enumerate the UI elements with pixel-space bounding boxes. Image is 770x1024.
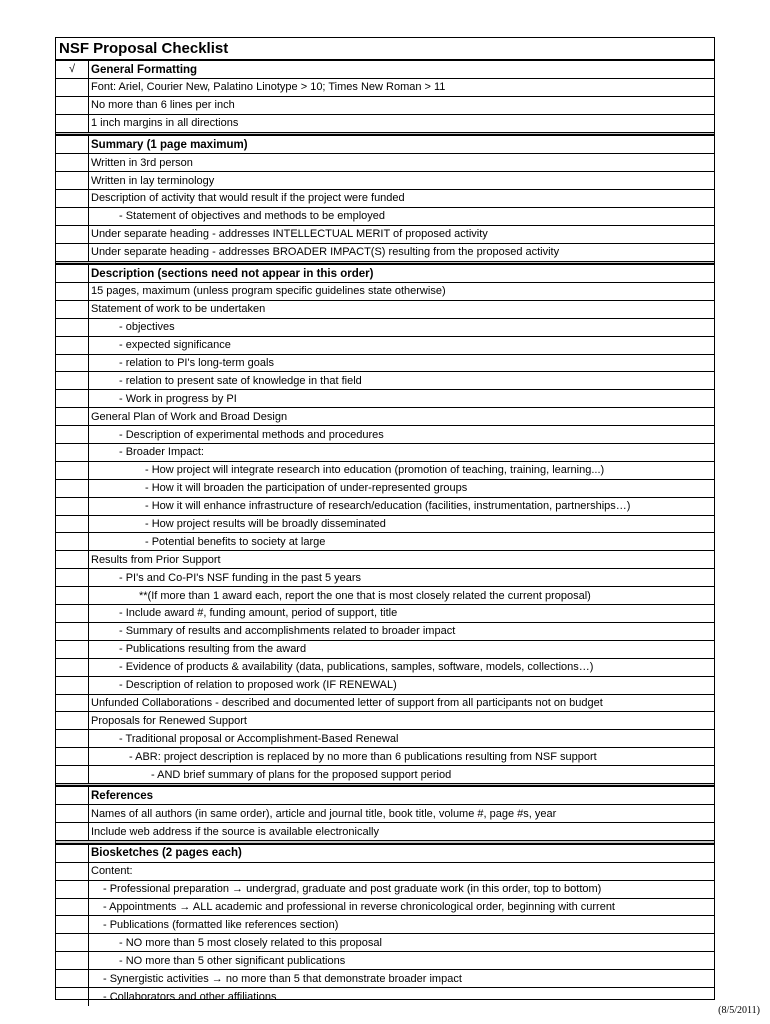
checkbox-cell[interactable] <box>56 787 89 804</box>
checkbox-cell[interactable] <box>56 551 89 568</box>
checkbox-cell[interactable] <box>56 899 89 916</box>
checkbox-cell[interactable] <box>56 337 89 354</box>
item-text: - Appointments → ALL academic and professional in reverse chronicological order, beginning with current <box>103 900 615 913</box>
checkbox-cell[interactable] <box>56 845 89 862</box>
page-title: NSF Proposal Checklist <box>56 38 714 60</box>
checkbox-cell[interactable] <box>56 172 89 189</box>
checkbox-cell[interactable] <box>56 265 89 282</box>
item-text: Unfunded Collaborations - described and documented letter of support from all participants not on budget <box>91 696 603 709</box>
checkbox-cell[interactable] <box>56 283 89 300</box>
item-text: - relation to present sate of knowledge in that field <box>119 374 362 387</box>
checklist-item <box>56 899 714 917</box>
checklist-item <box>56 677 714 695</box>
checkbox-cell[interactable] <box>56 587 89 604</box>
checklist-item <box>56 462 714 480</box>
checkbox-cell[interactable] <box>56 916 89 933</box>
section-title: General Formatting <box>91 63 198 76</box>
item-text: - Publications (formatted like references section) <box>103 918 339 931</box>
checklist-item <box>56 408 714 426</box>
item-text: Content: <box>91 865 133 878</box>
checklist-item <box>56 641 714 659</box>
section-header <box>56 786 714 805</box>
section-title: References <box>91 789 154 802</box>
checklist-item <box>56 533 714 551</box>
item-text: - Broader Impact: <box>119 446 204 459</box>
checklist-item <box>56 712 714 730</box>
checklist-sheet <box>55 37 715 1003</box>
checkbox-cell[interactable] <box>56 970 89 987</box>
checkbox-cell[interactable] <box>56 408 89 425</box>
item-text: Written in lay terminology <box>91 174 215 187</box>
checklist-item <box>56 498 714 516</box>
checkbox-cell[interactable]: √ <box>56 61 89 78</box>
checklist-item <box>56 97 714 115</box>
checkbox-cell[interactable] <box>56 623 89 640</box>
checkbox-cell[interactable] <box>56 641 89 658</box>
item-text: - relation to PI's long-term goals <box>119 357 274 370</box>
checkbox-cell[interactable] <box>56 934 89 951</box>
checklist-item <box>56 244 714 262</box>
item-text: - How it will enhance infrastructure of research/education (facilities, instrumentation, partnerships…) <box>145 500 631 513</box>
checklist-item <box>56 172 714 190</box>
item-text: - Synergistic activities → no more than 5 that demonstrate broader impact <box>103 972 462 985</box>
checklist-item <box>56 480 714 498</box>
checkbox-cell[interactable] <box>56 952 89 969</box>
item-text: **(If more than 1 award each, report the one that is most closely related the current proposal) <box>139 589 591 602</box>
section-title: Description (sections need not appear in this order) <box>91 267 374 280</box>
item-text: - Description of experimental methods and procedures <box>119 428 384 441</box>
item-text: - PI's and Co-PI's NSF funding in the past 5 years <box>119 571 362 584</box>
checkbox-cell[interactable] <box>56 516 89 533</box>
revision-date: (8/5/2011) <box>718 1005 760 1016</box>
checkbox-cell[interactable] <box>56 659 89 676</box>
checklist-item <box>56 605 714 623</box>
item-text: - Traditional proposal or Accomplishment-Based Renewal <box>119 732 399 745</box>
section-title: Summary (1 page maximum) <box>91 138 248 151</box>
item-text: - How it will broaden the participation of under-represented groups <box>145 482 468 495</box>
item-text: - expected significance <box>119 339 231 352</box>
checkbox-cell[interactable] <box>56 462 89 479</box>
checklist-item <box>56 730 714 748</box>
item-text: No more than 6 lines per inch <box>91 99 235 112</box>
item-text: General Plan of Work and Broad Design <box>91 410 288 423</box>
item-text: - NO more than 5 other significant publications <box>119 954 346 967</box>
checkbox-cell[interactable] <box>56 569 89 586</box>
checklist-item <box>56 337 714 355</box>
checklist-item <box>56 659 714 677</box>
checkbox-cell[interactable] <box>56 748 89 765</box>
checklist-item <box>56 283 714 301</box>
checkbox-cell[interactable] <box>56 97 89 114</box>
checklist-item <box>56 934 714 952</box>
checklist-item <box>56 881 714 899</box>
checklist-item <box>56 208 714 226</box>
checkbox-cell[interactable] <box>56 444 89 461</box>
checklist-item <box>56 115 714 133</box>
checkbox-cell[interactable] <box>56 355 89 372</box>
item-text: Under separate heading - addresses INTELLECTUAL MERIT of proposed activity <box>91 228 488 241</box>
checkbox-cell[interactable] <box>56 695 89 712</box>
item-text: - objectives <box>119 321 175 334</box>
item-text: Description of activity that would result if the project were funded <box>91 192 405 205</box>
checkbox-cell[interactable] <box>56 677 89 694</box>
checklist-item <box>56 623 714 641</box>
checkbox-cell[interactable] <box>56 988 89 1006</box>
checkbox-cell[interactable] <box>56 115 89 132</box>
checkbox-cell[interactable] <box>56 730 89 747</box>
checklist-item <box>56 355 714 373</box>
checklist-item <box>56 863 714 881</box>
checkbox-cell[interactable] <box>56 390 89 407</box>
item-text: - ABR: project description is replaced by no more than 6 publications resulting from NSF support <box>129 750 597 763</box>
item-text: - Collaborators and other affiliations <box>103 990 277 1003</box>
checkbox-cell[interactable] <box>56 208 89 225</box>
checkbox-cell[interactable] <box>56 190 89 207</box>
checkbox-cell[interactable] <box>56 712 89 729</box>
item-text: Proposals for Renewed Support <box>91 714 247 727</box>
checkbox-cell[interactable] <box>56 766 89 783</box>
item-text: - Summary of results and accomplishments related to broader impact <box>119 625 456 638</box>
item-text: - Professional preparation → undergrad, graduate and post graduate work (in this order, top to bottom) <box>103 883 602 896</box>
checklist-item <box>56 444 714 462</box>
checklist-item <box>56 952 714 970</box>
item-text: - Potential benefits to society at large <box>145 535 326 548</box>
item-text: Written in 3rd person <box>91 156 193 169</box>
checklist-item <box>56 587 714 605</box>
checklist-item <box>56 79 714 97</box>
checklist-item <box>56 551 714 569</box>
checklist-item <box>56 805 714 823</box>
item-text: - How project results will be broadly disseminated <box>145 518 386 531</box>
checklist-item <box>56 301 714 319</box>
checklist-item <box>56 516 714 534</box>
checklist-item <box>56 390 714 408</box>
checkbox-cell[interactable] <box>56 426 89 443</box>
checklist-item <box>56 569 714 587</box>
checklist-item <box>56 988 714 1006</box>
checkbox-cell[interactable] <box>56 881 89 898</box>
checklist-item <box>56 226 714 244</box>
item-text: Include web address if the source is available electronically <box>91 825 379 838</box>
checklist-item <box>56 319 714 337</box>
checkbox-cell[interactable] <box>56 863 89 880</box>
checklist-item <box>56 372 714 390</box>
item-text: - Description of relation to proposed work (IF RENEWAL) <box>119 679 397 692</box>
checklist-item <box>56 823 714 841</box>
checkbox-cell[interactable] <box>56 498 89 515</box>
checkbox-cell[interactable] <box>56 301 89 318</box>
checkbox-cell[interactable] <box>56 79 89 96</box>
checkbox-cell[interactable] <box>56 533 89 550</box>
checkbox-cell[interactable] <box>56 805 89 822</box>
section-header <box>56 264 714 283</box>
checkbox-cell[interactable] <box>56 226 89 243</box>
item-text: Font: Ariel, Courier New, Palatino Linotype > 10; Times New Roman > 11 <box>91 81 446 94</box>
checklist-item <box>56 970 714 988</box>
checklist-item <box>56 190 714 208</box>
item-text: - NO more than 5 most closely related to this proposal <box>119 936 382 949</box>
checklist-item <box>56 695 714 713</box>
section-header <box>56 135 714 154</box>
item-text: - How project will integrate research into education (promotion of teaching, training, learning...) <box>145 464 605 477</box>
checkbox-cell[interactable] <box>56 244 89 261</box>
checklist-item <box>56 748 714 766</box>
section-header <box>56 60 714 79</box>
checkbox-cell[interactable] <box>56 823 89 840</box>
item-text: Under separate heading - addresses BROADER IMPACT(S) resulting from the proposed activity <box>91 246 560 259</box>
item-text: - Include award #, funding amount, period of support, title <box>119 607 398 620</box>
checklist-item <box>56 766 714 784</box>
item-text: Results from Prior Support <box>91 553 221 566</box>
checkbox-cell[interactable] <box>56 480 89 497</box>
item-text: - AND brief summary of plans for the proposed support period <box>151 768 452 781</box>
checkbox-cell[interactable] <box>56 136 89 153</box>
item-text: Statement of work to be undertaken <box>91 303 266 316</box>
section-header <box>56 844 714 863</box>
item-text: - Statement of objectives and methods to be employed <box>119 210 385 223</box>
item-text: - Publications resulting from the award <box>119 643 307 656</box>
item-text: - Work in progress by PI <box>119 392 237 405</box>
checkbox-cell[interactable] <box>56 154 89 171</box>
checklist-item <box>56 426 714 444</box>
item-text: - Evidence of products & availability (data, publications, samples, software, models, collections…) <box>119 661 594 674</box>
section-title: Biosketches (2 pages each) <box>91 847 242 860</box>
checklist-item <box>56 916 714 934</box>
checklist-item <box>56 154 714 172</box>
checklist-rows <box>56 60 714 1006</box>
checkbox-cell[interactable] <box>56 372 89 389</box>
checkbox-cell[interactable] <box>56 605 89 622</box>
checkbox-cell[interactable] <box>56 319 89 336</box>
item-text: 1 inch margins in all directions <box>91 117 239 130</box>
item-text: 15 pages, maximum (unless program specific guidelines state otherwise) <box>91 285 446 298</box>
item-text: Names of all authors (in same order), article and journal title, book title, volume #, page #s, year <box>91 807 557 820</box>
